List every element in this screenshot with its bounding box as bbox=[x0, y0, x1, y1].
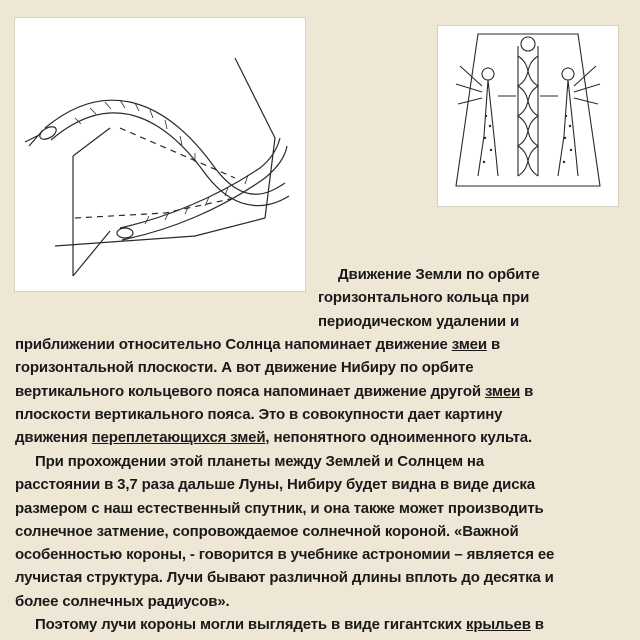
text-line: плоскости вертикального пояса. Это в совокупности дает картину bbox=[15, 405, 503, 423]
snakes-drawing bbox=[15, 18, 305, 291]
text-line: более солнечных радиусов». bbox=[15, 592, 230, 610]
text-line: горизонтального кольца при bbox=[318, 289, 530, 307]
text-line: размером с наш естественный спутник, и она также может производить bbox=[15, 499, 544, 517]
text-line: периодическом удалении и bbox=[318, 312, 520, 330]
text-line: лучистая структура. Лучи бывают различной длины вплоть до десятка и bbox=[15, 569, 554, 587]
nibiru-eclipse-paragraph bbox=[15, 450, 554, 613]
text-line: солнечное затмение, сопровождаемое солнечной короной. «Важной bbox=[15, 522, 519, 540]
intro-paragraph bbox=[318, 263, 540, 333]
snakes-figure bbox=[15, 18, 305, 291]
intertwining-snakes-link[interactable]: переплетающихся змей bbox=[91, 429, 266, 447]
text-line: Движение Земли по орбите bbox=[338, 266, 540, 283]
text-line: расстоянии в 3,7 раза дальше Луны, Нибиру будет видна в виде диска bbox=[15, 476, 535, 494]
text-line: горизонтальной плоскости. А вот движение Нибиру по орбите bbox=[15, 359, 474, 377]
text-line: особенностью короны, - говорится в учебнике астрономии – является ее bbox=[15, 546, 555, 564]
snakes-link[interactable]: змеи bbox=[451, 336, 487, 353]
text-line: При прохождении этой планеты между Землей и Солнцем на bbox=[35, 453, 485, 470]
seal-figure bbox=[438, 26, 618, 206]
wings-link[interactable]: крыльев bbox=[466, 616, 531, 633]
corona-wings-paragraph bbox=[15, 613, 544, 636]
text-line: вертикального кольцевого пояса напоминает движение другой змеи в bbox=[15, 382, 534, 400]
main-paragraph bbox=[15, 333, 533, 449]
snakes-link[interactable]: змеи bbox=[484, 382, 521, 400]
cylinder-seal-drawing bbox=[438, 26, 618, 206]
text-line: Поэтому лучи короны могли выглядеть в виде гигантских крыльев в bbox=[35, 616, 544, 633]
text-line: движения переплетающихся змей, непонятного одноименного культа. bbox=[15, 429, 532, 447]
text-line: приближении относительно Солнца напоминает движение змеи в bbox=[15, 336, 501, 353]
